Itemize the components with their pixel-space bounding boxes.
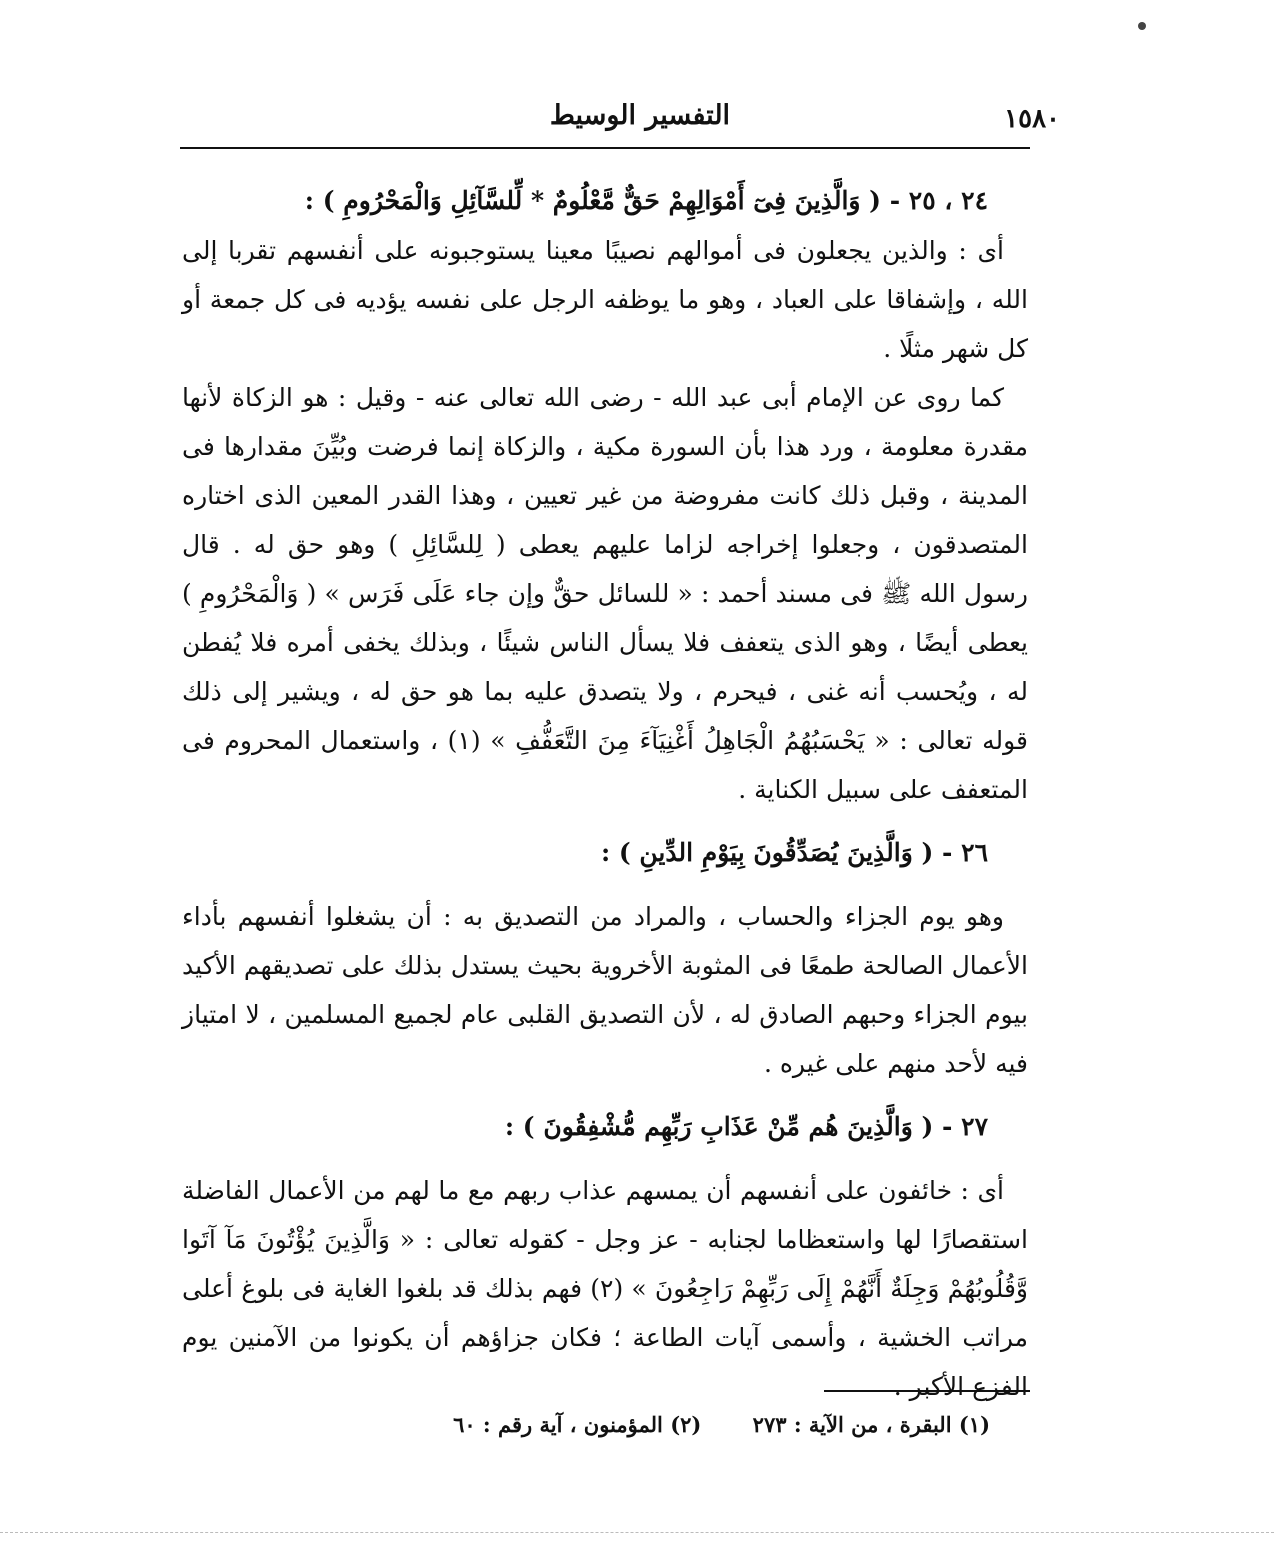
footnote-1: (١) البقرة ، من الآية : ٢٧٣ — [752, 1412, 990, 1437]
verse-heading-26: ٢٦ - ( وَالَّذِينَ يُصَدِّقُونَ بِيَوْمِ الدِّينِ ) : — [600, 838, 988, 867]
scan-speck — [1138, 22, 1146, 30]
paragraph: أى : والذين يجعلون فى أموالهم نصيبًا معينا يستوجبونه على أنفسهم تقربا إلى الله ، وإشفاقا على العباد ، وهو ما يوظفه الرجل على نفسه يؤديه فى كل جمعة أو كل شهر مثلًا . — [182, 236, 1028, 363]
footnotes — [380, 1412, 990, 1437]
paragraph: أى : خائفون على أنفسهم أن يمسهم عذاب ربهم مع ما لهم من الأعمال الفاضلة استقصارًا لها واستعظاما لجنابه - عز وجل - كقوله تعالى : « وَالَّذِينَ يُؤْتُونَ مَآ آتَوا وَّقُلُوبُهُمْ وَجِلَةٌ أَنَّهُمْ إِلَى رَبِّهِمْ رَاجِعُونَ » (٢) فهم بذلك قد بلغوا الغاية فى بلوغ أعلى مراتب الخشية ، وأسمى آيات الطاعة ؛ فكان جزاؤهم أن يكونوا من الآمنين يوم الفزع الأكبر . — [182, 1176, 1029, 1401]
footnote-rule — [824, 1390, 1030, 1392]
running-title: التفسير الوسيط — [549, 100, 731, 131]
paragraph: وهو يوم الجزاء والحساب ، والمراد من التصديق به : أن يشغلوا أنفسهم بأداء الأعمال الصالحة طمعًا فى المثوبة الأخروية بحيث يستدل بذلك على تصديقهم الأكيد بيوم الجزاء وحبهم الصادق له ، لأن التصديق القلبى عام لجميع المسلمين ، لا امتياز فيه لأحد منهم على غيره . — [182, 902, 1028, 1078]
verse-heading-27: ٢٧ - ( وَالَّذِينَ هُم مِّنْ عَذَابِ رَبِّهِم مُّشْفِقُونَ ) : — [504, 1112, 988, 1141]
footnote-2: (٢) المؤمنون ، آية رقم : ٦٠ — [453, 1412, 702, 1437]
page-body — [182, 176, 1028, 1411]
page-number: ١٥٨٠ — [1004, 104, 1060, 134]
scan-edge-line — [0, 1532, 1274, 1533]
header-rule — [180, 147, 1030, 149]
paragraph: كما روى عن الإمام أبى عبد الله - رضى الله تعالى عنه - وقيل : هو الزكاة لأنها مقدرة معلومة ، ورد هذا بأن السورة مكية ، والزكاة إنما فرضت وبُيِّنَ مقدارها فى المدينة ، وقبل ذلك كانت مفروضة من غير تعيين ، وهذا القدر المعين الذى اختاره المتصدقون ، وجعلوا إخراجه لزاما عليهم يعطى ( لِلسَّائِلِ ) وهو حق له . قال رسول الله ﷺ فى مسند أحمد : « للسائل حقٌّ وإن جاء عَلَى فَرَس » ( وَالْمَحْرُومِ ) يعطى أيضًا ، وهو الذى يتعفف فلا يسأل الناس شيئًا ، وبذلك يخفى أمره فلا يُفطن له ، ويُحسب أنه غنى ، فيحرم ، ولا يتصدق عليه بما هو حق له ، ويشير إلى ذلك قوله تعالى : « يَحْسَبُهُمُ الْجَاهِلُ أَغْنِيَآءَ مِنَ التَّعَفُّفِ » (١) ، واستعمال المحروم فى المتعفف على سبيل الكناية . — [182, 383, 1028, 804]
verse-heading-24-25: ٢٤ ، ٢٥ - ( وَالَّذِينَ فِىٓ أَمْوَالِهِمْ حَقٌّ مَّعْلُومٌ * لِّلسَّآئِلِ وَالْمَحْرُومِ ) : — [304, 186, 988, 215]
